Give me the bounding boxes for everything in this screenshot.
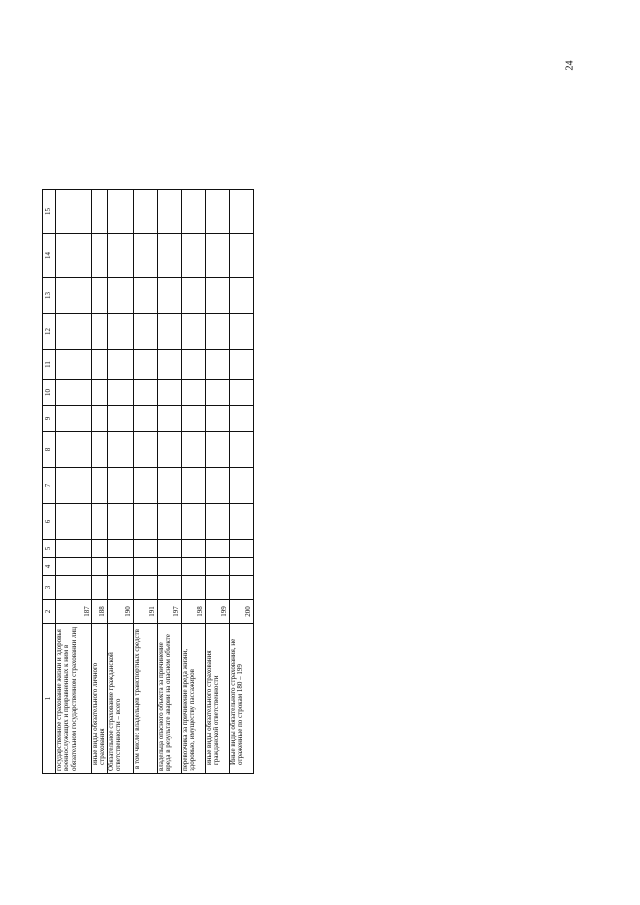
table-row	[107, 190, 133, 774]
header-cell: 2	[43, 600, 56, 624]
header-cell: 8	[43, 432, 56, 468]
row-label: иные виды обязательного личного страхования	[92, 624, 108, 774]
header-cell: 12	[43, 314, 56, 350]
table-row	[133, 190, 157, 774]
row-code: 199	[205, 600, 229, 624]
row-code: 191	[133, 600, 157, 624]
row-code: 198	[181, 600, 205, 624]
row-label: Иные виды обязательного страхования, не отраженные по строкам 180 – 199	[229, 624, 253, 774]
table-row	[205, 190, 229, 774]
row-code: 190	[107, 600, 133, 624]
data-table	[42, 189, 254, 774]
header-cell: 3	[43, 576, 56, 600]
header-cell: 4	[43, 558, 56, 576]
header-row	[43, 190, 56, 774]
header-cell: 5	[43, 540, 56, 558]
header-cell: 9	[43, 406, 56, 432]
header-cell: 7	[43, 468, 56, 504]
row-label: Обязательное страхование гражданской ответственности – всего	[107, 624, 133, 774]
page-number: 24	[564, 60, 576, 71]
table-row	[157, 190, 181, 774]
row-label: перевозчика за причинение вреда жизни, здоровью, имуществу пассажиров	[181, 624, 205, 774]
header-cell: 1	[43, 624, 56, 774]
header-cell: 13	[43, 278, 56, 314]
header-cell: 6	[43, 504, 56, 540]
row-label: владельца опасного объекта за причинение вреда в результате аварии на опасном объекте	[157, 624, 181, 774]
table-row	[92, 190, 108, 774]
header-cell: 14	[43, 234, 56, 278]
row-code: 187	[56, 600, 92, 624]
row-label: иные виды обязательного страхования гражданской ответственности	[205, 624, 229, 774]
row-label: в том числе: владельцев транспортных средств	[133, 624, 157, 774]
row-code: 188	[92, 600, 108, 624]
row-code: 197	[157, 600, 181, 624]
rotated-table-container	[42, 190, 253, 774]
table-row	[181, 190, 205, 774]
table-row	[229, 190, 253, 774]
header-cell: 15	[43, 190, 56, 234]
row-label: государственное страхование жизни и здоровья военнослужащих и приравненных к ним в обязательном государственном страховании лиц	[56, 624, 92, 774]
table-row	[56, 190, 92, 774]
header-cell: 11	[43, 350, 56, 380]
row-code: 200	[229, 600, 253, 624]
header-cell: 10	[43, 380, 56, 406]
